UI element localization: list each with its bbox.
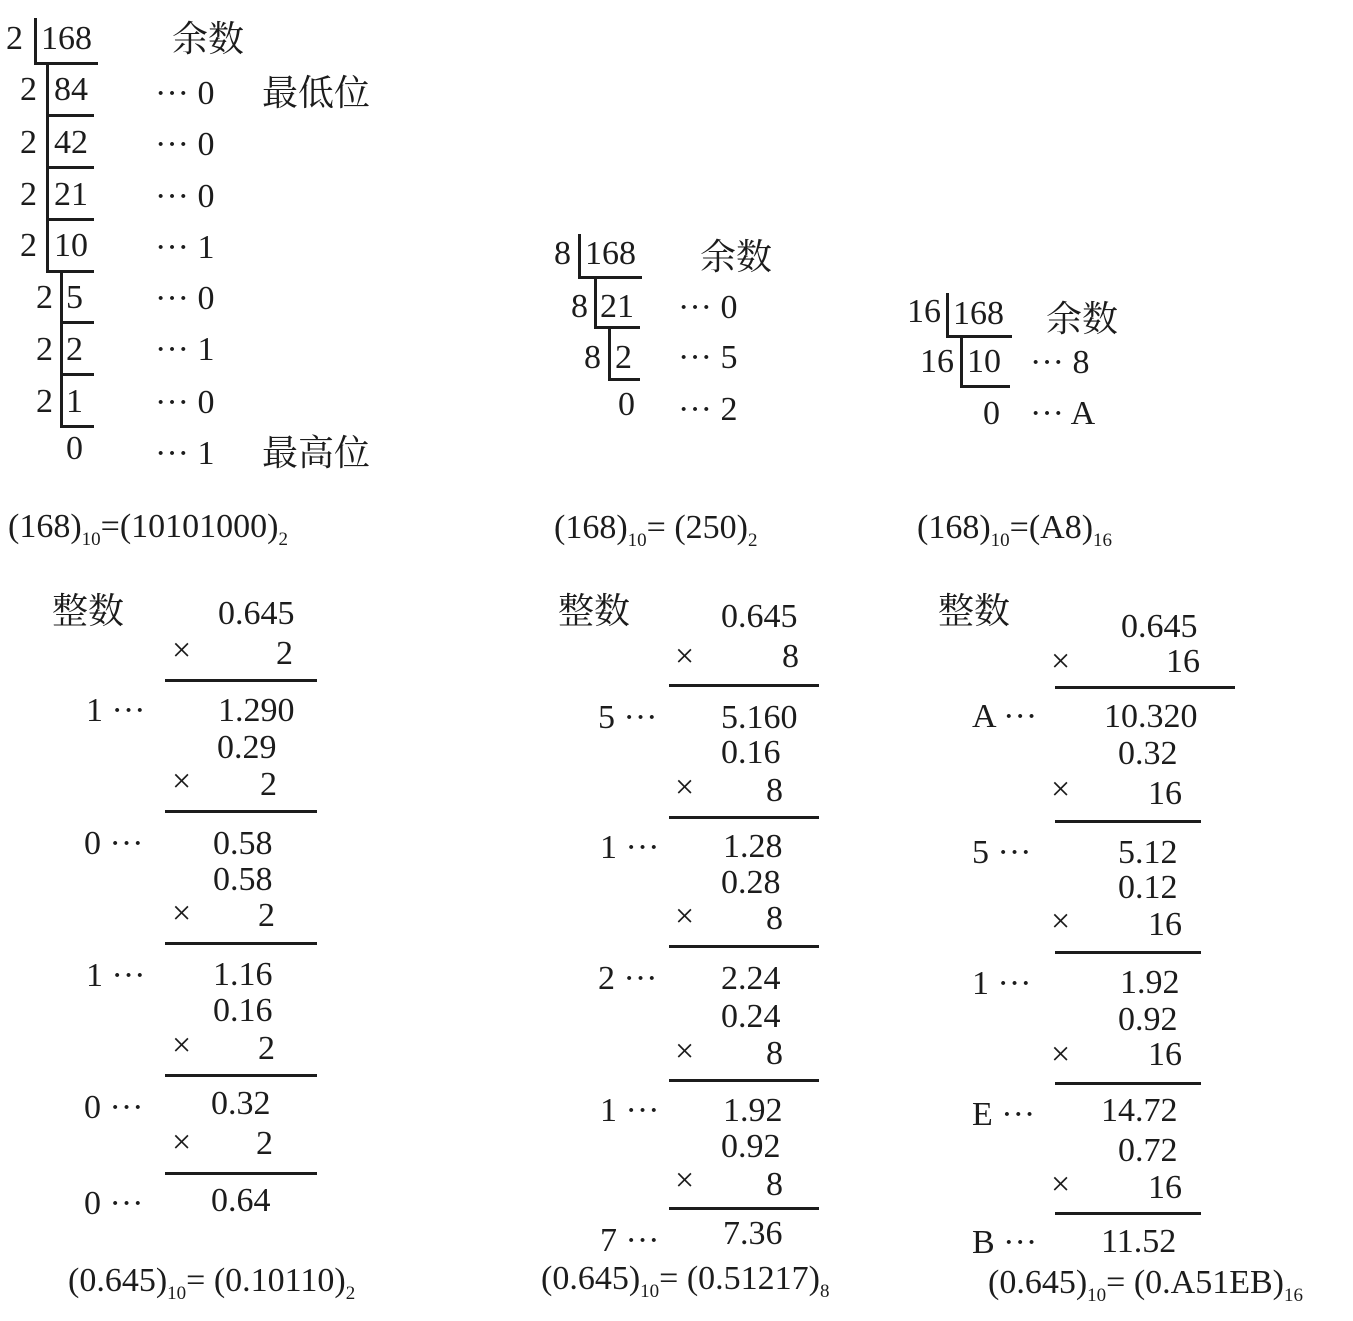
remainder-header: 余数 bbox=[1046, 299, 1119, 340]
remainder: ··· 1 bbox=[155, 331, 215, 368]
divisor: 2 bbox=[36, 383, 53, 420]
product-rule bbox=[1055, 1082, 1201, 1085]
product-rule bbox=[165, 1074, 317, 1077]
times-sign: × bbox=[1051, 903, 1071, 940]
fraction-part: 0.72 bbox=[1118, 1132, 1178, 1169]
times-sign: × bbox=[1051, 771, 1071, 808]
division-bracket-horizontal bbox=[60, 373, 94, 376]
divisor: 16 bbox=[907, 293, 941, 330]
division-bracket-horizontal bbox=[46, 218, 94, 221]
multiplier: 8 bbox=[766, 772, 783, 809]
hex-fraction-result: $(0.645)_{10}= (0.A51EB)_{16}$ bbox=[988, 1264, 1303, 1306]
integer-header: 整数 bbox=[558, 591, 631, 632]
fraction-part: 0.58 bbox=[213, 861, 273, 898]
product: 5.160 bbox=[721, 699, 798, 736]
remainder-header: 余数 bbox=[172, 19, 245, 60]
divisor: 16 bbox=[920, 343, 954, 380]
division-bracket-horizontal bbox=[46, 166, 94, 169]
product: 2.24 bbox=[721, 960, 781, 997]
divisor: 8 bbox=[554, 235, 571, 272]
binary-fraction-result: $(0.645)_{10}= (0.10110)_2$ bbox=[68, 1262, 356, 1304]
integer-digit: 1 ··· bbox=[600, 829, 660, 866]
integer-digit: 1 ··· bbox=[86, 957, 146, 994]
division-bracket-horizontal bbox=[60, 321, 94, 324]
integer-digit: 0 ··· bbox=[84, 1185, 144, 1222]
division-bracket-vertical bbox=[46, 168, 49, 220]
remainder: ··· 1 bbox=[155, 229, 215, 266]
product-rule bbox=[1055, 820, 1201, 823]
octal-integer-result: $(168)_{10}= (250)_2$ bbox=[554, 509, 758, 551]
division-bracket-vertical bbox=[608, 328, 611, 380]
division-bracket-horizontal bbox=[594, 326, 640, 329]
remainder: ··· 0 bbox=[155, 384, 215, 421]
remainder: ··· A bbox=[1030, 395, 1096, 432]
quotient: 0 bbox=[983, 395, 1000, 432]
integer-digit: 1 ··· bbox=[86, 692, 146, 729]
multiplier: 8 bbox=[766, 1166, 783, 1203]
multiplier: 16 bbox=[1148, 1036, 1182, 1073]
divisor: 2 bbox=[20, 71, 37, 108]
product-rule bbox=[669, 945, 819, 948]
product-rule bbox=[669, 816, 819, 819]
product-rule bbox=[165, 679, 317, 682]
division-bracket-vertical bbox=[594, 278, 597, 328]
product: 10.320 bbox=[1104, 698, 1198, 735]
product: 5.12 bbox=[1118, 834, 1178, 871]
start-value: 0.645 bbox=[721, 598, 798, 635]
remainder: ··· 5 bbox=[678, 339, 738, 376]
product: 14.72 bbox=[1101, 1092, 1178, 1129]
fraction-part: 0.92 bbox=[721, 1128, 781, 1165]
division-bracket-horizontal bbox=[60, 425, 94, 428]
divisor: 2 bbox=[36, 331, 53, 368]
product-rule bbox=[165, 942, 317, 945]
multiplier: 2 bbox=[258, 897, 275, 934]
times-sign: × bbox=[675, 1033, 695, 1070]
product-rule bbox=[1055, 686, 1235, 689]
integer-digit: A ··· bbox=[972, 698, 1038, 735]
divisor: 2 bbox=[20, 124, 37, 161]
binary-integer-result: $(168)_{10}=(10101000)_2$ bbox=[8, 508, 288, 550]
integer-digit: 0 ··· bbox=[84, 1089, 144, 1126]
division-bracket-vertical bbox=[578, 234, 581, 278]
product-rule bbox=[1055, 951, 1201, 954]
integer-digit: B ··· bbox=[972, 1224, 1038, 1261]
multiplier: 16 bbox=[1166, 643, 1200, 680]
divisor: 8 bbox=[571, 288, 588, 325]
multiplier: 16 bbox=[1148, 775, 1182, 812]
product: 1.92 bbox=[723, 1092, 783, 1129]
divisor: 2 bbox=[20, 176, 37, 213]
lowest-bit-label: 最低位 bbox=[262, 73, 371, 114]
fraction-part: 0.32 bbox=[1118, 735, 1178, 772]
quotient: 2 bbox=[615, 339, 632, 376]
fraction-part: 0.16 bbox=[721, 734, 781, 771]
remainder: ··· 1 bbox=[155, 435, 215, 472]
quotient: 5 bbox=[66, 279, 83, 316]
product: 1.92 bbox=[1120, 964, 1180, 1001]
remainder: ··· 8 bbox=[1030, 344, 1090, 381]
integer-digit: E ··· bbox=[972, 1096, 1036, 1133]
quotient: 42 bbox=[54, 124, 88, 161]
fraction-part: 0.12 bbox=[1118, 869, 1178, 906]
product: 7.36 bbox=[723, 1215, 783, 1252]
division-bracket-vertical bbox=[34, 18, 37, 64]
division-bracket-horizontal bbox=[46, 270, 94, 273]
fraction-part: 0.16 bbox=[213, 992, 273, 1029]
fraction-part: 0.29 bbox=[217, 729, 277, 766]
multiplier: 8 bbox=[782, 638, 799, 675]
remainder: ··· 0 bbox=[155, 126, 215, 163]
quotient: 1 bbox=[66, 383, 83, 420]
divisor: 2 bbox=[36, 279, 53, 316]
division-bracket-vertical bbox=[46, 116, 49, 168]
fraction-part: 0.92 bbox=[1118, 1001, 1178, 1038]
remainder: ··· 0 bbox=[155, 280, 215, 317]
dividend: 168 bbox=[41, 20, 92, 57]
integer-digit: 5 ··· bbox=[598, 699, 658, 736]
division-bracket-horizontal bbox=[608, 378, 640, 381]
division-bracket-vertical bbox=[60, 323, 63, 375]
highest-bit-label: 最高位 bbox=[262, 433, 371, 474]
integer-header: 整数 bbox=[52, 591, 125, 632]
times-sign: × bbox=[1051, 1166, 1071, 1203]
product-rule bbox=[669, 684, 819, 687]
times-sign: × bbox=[675, 638, 695, 675]
division-bracket-vertical bbox=[46, 64, 49, 116]
product: 11.52 bbox=[1101, 1223, 1177, 1260]
product: 1.290 bbox=[218, 692, 295, 729]
quotient: 10 bbox=[54, 227, 88, 264]
division-bracket-vertical bbox=[46, 220, 49, 272]
times-sign: × bbox=[1051, 1036, 1071, 1073]
quotient: 0 bbox=[66, 430, 83, 467]
product-rule bbox=[165, 1172, 317, 1175]
dividend: 168 bbox=[585, 235, 636, 272]
product: 1.16 bbox=[213, 956, 273, 993]
fraction-part: 0.24 bbox=[721, 998, 781, 1035]
quotient: 21 bbox=[600, 288, 634, 325]
start-value: 0.645 bbox=[1121, 608, 1198, 645]
quotient: 21 bbox=[54, 176, 88, 213]
product: 0.32 bbox=[211, 1085, 271, 1122]
division-bracket-vertical bbox=[60, 272, 63, 324]
division-bracket-vertical bbox=[960, 337, 963, 387]
times-sign: × bbox=[1051, 643, 1071, 680]
multiplier: 8 bbox=[766, 1035, 783, 1072]
times-sign: × bbox=[172, 632, 192, 669]
times-sign: × bbox=[675, 769, 695, 806]
product: 0.58 bbox=[213, 825, 273, 862]
times-sign: × bbox=[172, 763, 192, 800]
multiplier: 2 bbox=[258, 1030, 275, 1067]
division-bracket-vertical bbox=[60, 375, 63, 427]
integer-header: 整数 bbox=[938, 591, 1011, 632]
quotient: 84 bbox=[54, 71, 88, 108]
quotient: 0 bbox=[618, 386, 635, 423]
quotient: 10 bbox=[967, 343, 1001, 380]
remainder: ··· 0 bbox=[678, 289, 738, 326]
division-bracket-horizontal bbox=[960, 385, 1010, 388]
integer-digit: 1 ··· bbox=[972, 965, 1032, 1002]
division-bracket-horizontal bbox=[578, 276, 642, 279]
division-bracket-horizontal bbox=[946, 335, 1012, 338]
divisor: 2 bbox=[6, 20, 23, 57]
multiplier: 8 bbox=[766, 900, 783, 937]
product: 0.64 bbox=[211, 1182, 271, 1219]
product: 1.28 bbox=[723, 828, 783, 865]
times-sign: × bbox=[172, 1124, 192, 1161]
product-rule bbox=[669, 1079, 819, 1082]
quotient: 2 bbox=[66, 331, 83, 368]
integer-digit: 1 ··· bbox=[600, 1092, 660, 1129]
times-sign: × bbox=[675, 1162, 695, 1199]
times-sign: × bbox=[172, 895, 192, 932]
remainder: ··· 0 bbox=[155, 178, 215, 215]
hex-integer-result: $(168)_{10}=(A8)_{16}$ bbox=[917, 509, 1113, 551]
divisor: 8 bbox=[584, 339, 601, 376]
multiplier: 2 bbox=[256, 1125, 273, 1162]
divisor: 2 bbox=[20, 227, 37, 264]
division-bracket-vertical bbox=[946, 293, 949, 337]
integer-digit: 5 ··· bbox=[972, 834, 1032, 871]
times-sign: × bbox=[172, 1027, 192, 1064]
product-rule bbox=[669, 1207, 819, 1210]
multiplier: 16 bbox=[1148, 906, 1182, 943]
fraction-part: 0.28 bbox=[721, 864, 781, 901]
integer-digit: 2 ··· bbox=[598, 960, 658, 997]
product-rule bbox=[1055, 1212, 1201, 1215]
multiplier: 2 bbox=[276, 635, 293, 672]
multiplier: 16 bbox=[1148, 1169, 1182, 1206]
dividend: 168 bbox=[953, 295, 1004, 332]
integer-digit: 0 ··· bbox=[84, 825, 144, 862]
octal-fraction-result: $(0.645)_{10}= (0.51217)_8$ bbox=[541, 1260, 830, 1302]
remainder-header: 余数 bbox=[700, 237, 773, 278]
integer-digit: 7 ··· bbox=[600, 1222, 660, 1259]
division-bracket-horizontal bbox=[34, 62, 98, 65]
start-value: 0.645 bbox=[218, 595, 295, 632]
remainder: ··· 0 bbox=[155, 75, 215, 112]
product-rule bbox=[165, 810, 317, 813]
multiplier: 2 bbox=[260, 766, 277, 803]
remainder: ··· 2 bbox=[678, 391, 738, 428]
division-bracket-horizontal bbox=[46, 114, 94, 117]
times-sign: × bbox=[675, 898, 695, 935]
